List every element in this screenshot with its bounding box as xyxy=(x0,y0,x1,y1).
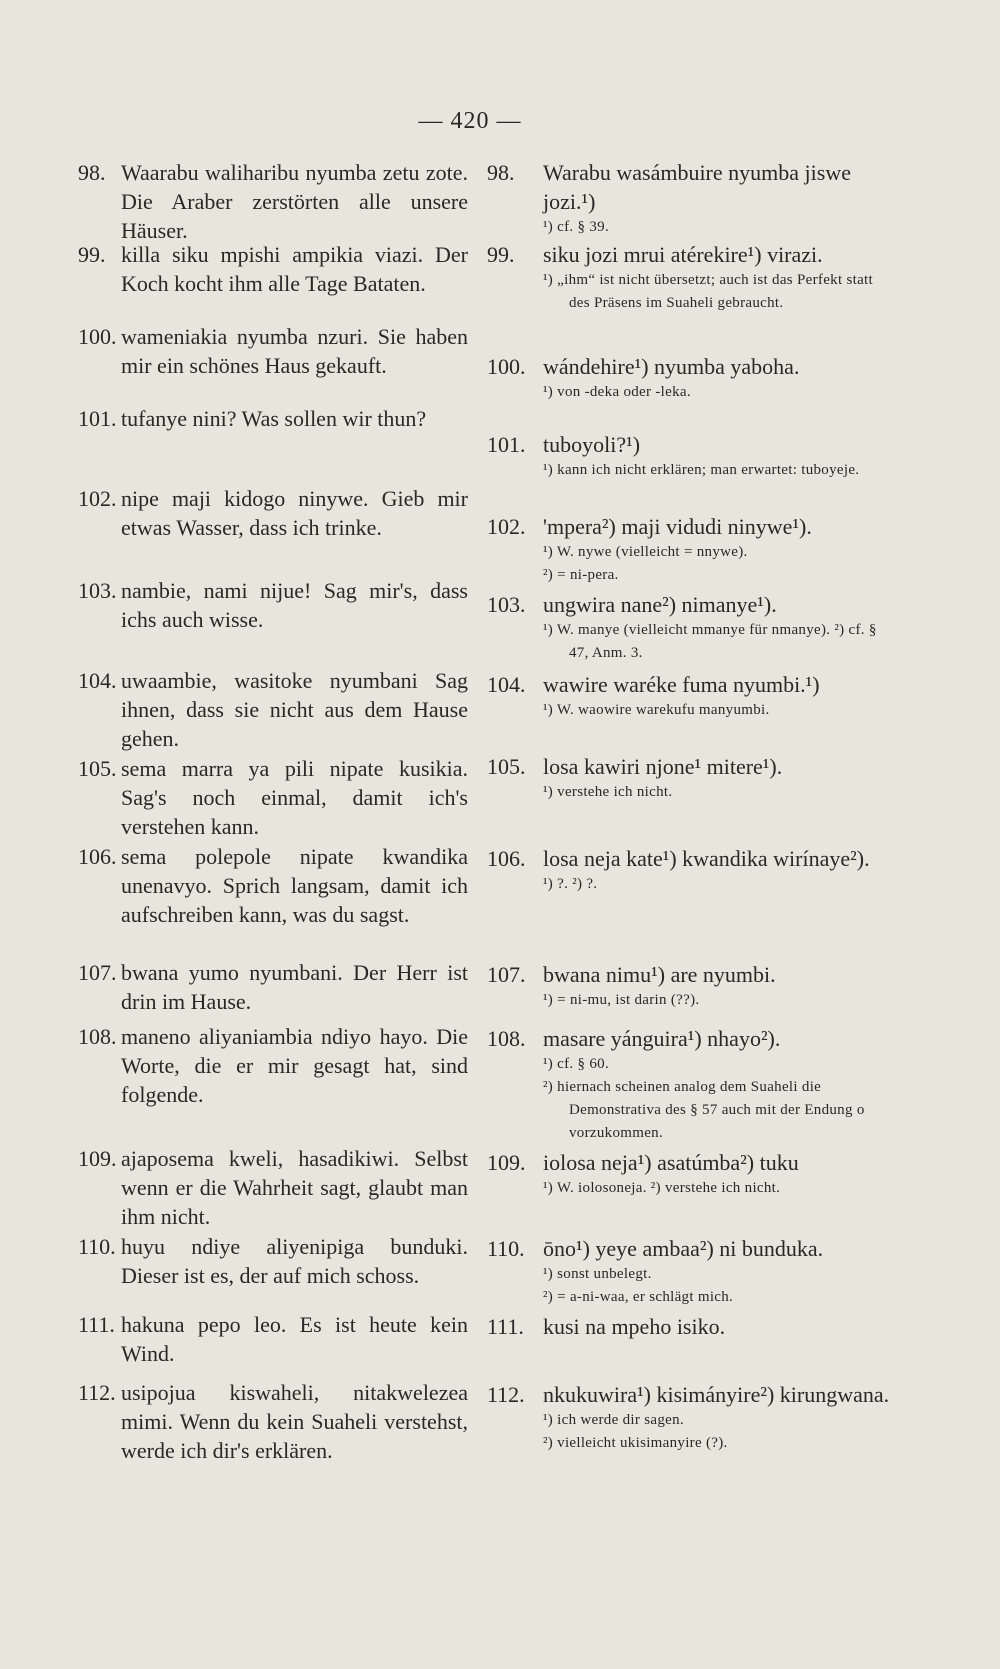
footnote: ¹) W. waowire warekufu manyumbi. xyxy=(543,702,770,718)
entry-number: 107. xyxy=(78,960,117,985)
left-entry-112 xyxy=(78,1378,468,1465)
entry-text: ajaposema kweli, hasadikiwi. Selbst wenn er die Wahrheit sagt, glaubt man ihm nicht. xyxy=(121,1146,468,1229)
right-entry-112 xyxy=(487,1380,897,1455)
entry-text: Waarabu waliharibu nyumba zetu zote. Die Araber zerstörten alle unsere Häuser. xyxy=(121,160,468,243)
left-entry-98 xyxy=(78,158,468,245)
swahili-text: wawire waréke fuma nyumbi.¹) xyxy=(543,672,820,697)
right-entry-102 xyxy=(487,512,897,587)
left-entry-111 xyxy=(78,1310,468,1368)
entry-text: sema marra ya pili nipate kusikia. Sag's noch einmal, damit ich's verstehen kann. xyxy=(121,756,468,839)
entry-number: 98. xyxy=(487,160,515,185)
left-entry-108 xyxy=(78,1022,468,1109)
right-entry-109 xyxy=(487,1148,897,1200)
entry-number: 106. xyxy=(78,844,117,869)
entry-number: 99. xyxy=(487,242,515,267)
entry-number: 102. xyxy=(487,514,526,539)
entry-number: 104. xyxy=(487,672,526,697)
left-entry-103 xyxy=(78,576,468,634)
swahili-text: 'mpera²) maji vidudi ninywe¹). xyxy=(543,514,812,539)
footnote: ¹) von -deka oder -leka. xyxy=(543,384,691,400)
swahili-text: masare yánguira¹) nhayo²). xyxy=(543,1026,781,1051)
entry-text: maneno aliyaniambia ndiyo hayo. Die Worte, die er mir gesagt hat, sind folgende. xyxy=(121,1024,468,1107)
right-entry-104 xyxy=(487,670,897,722)
entry-number: 109. xyxy=(487,1150,526,1175)
footnote: ¹) W. manye (vielleicht mmanye für nmanye). ²) cf. § 47, Anm. 3. xyxy=(543,622,877,661)
swahili-text: bwana nimu¹) are nyumbi. xyxy=(543,962,776,987)
entry-number: 109. xyxy=(78,1146,117,1171)
footnote: ¹) ich werde dir sagen. xyxy=(543,1412,684,1428)
entry-number: 104. xyxy=(78,668,117,693)
right-entry-105 xyxy=(487,752,897,804)
right-entry-103 xyxy=(487,590,897,665)
left-entry-104 xyxy=(78,666,468,753)
swahili-text: kusi na mpeho isiko. xyxy=(543,1314,726,1339)
entry-text: sema polepole nipate kwandika unenavyo. Sprich langsam, damit ich aufschreiben kann, was du sagst. xyxy=(121,844,468,927)
swahili-text: losa kawiri njone¹ mitere¹). xyxy=(543,754,783,779)
swahili-text: losa neja kate¹) kwandika wirínaye²). xyxy=(543,846,870,871)
left-entry-99 xyxy=(78,240,468,298)
swahili-text: Warabu wasámbuire nyumba jiswe jozi.¹) xyxy=(543,160,851,214)
entry-number: 98. xyxy=(78,160,106,185)
entry-text: tufanye nini? Was sollen wir thun? xyxy=(121,406,427,431)
footnote: ²) hiernach scheinen analog dem Suaheli die Demonstrativa des § 57 auch mit der Endung o vorzukommen. xyxy=(543,1079,865,1141)
right-entry-99 xyxy=(487,240,897,315)
entry-number: 108. xyxy=(78,1024,117,1049)
entry-text: usipojua kiswaheli, nitakwelezea mimi. Wenn du kein Suaheli verstehst, werde ich dir's erklären. xyxy=(121,1380,468,1463)
footnote: ¹) = ni-mu, ist darin (??). xyxy=(543,992,700,1008)
right-entry-106 xyxy=(487,844,897,896)
entry-text: nipe maji kidogo ninywe. Gieb mir etwas Wasser, dass ich trinke. xyxy=(121,486,468,540)
entry-number: 100. xyxy=(78,324,117,349)
footnote: ¹) kann ich nicht erklären; man erwartet: tuboyeje. xyxy=(543,462,860,478)
entry-number: 111. xyxy=(487,1314,524,1339)
right-entry-107 xyxy=(487,960,897,1012)
footnote: ²) = a-ni-waa, er schlägt mich. xyxy=(543,1289,734,1305)
footnote: ¹) W. nywe (vielleicht = nnywe). xyxy=(543,544,748,560)
entry-text: hakuna pepo leo. Es ist heute kein Wind. xyxy=(121,1312,468,1366)
entry-text: bwana yumo nyumbani. Der Herr ist drin im Hause. xyxy=(121,960,468,1014)
entry-number: 106. xyxy=(487,846,526,871)
left-entry-105 xyxy=(78,754,468,841)
swahili-text: ungwira nane²) nimanye¹). xyxy=(543,592,777,617)
footnote: ¹) „ihm“ ist nicht übersetzt; auch ist das Perfekt statt des Präsens im Suaheli gebraucht. xyxy=(543,272,873,311)
entry-text: wameniakia nyumba nzuri. Sie haben mir ein schönes Haus gekauft. xyxy=(121,324,468,378)
entry-text: killa siku mpishi ampikia viazi. Der Koch kocht ihm alle Tage Bataten. xyxy=(121,242,468,296)
right-entry-98 xyxy=(487,158,897,239)
swahili-text: siku jozi mrui atérekire¹) virazi. xyxy=(543,242,823,267)
entry-number: 108. xyxy=(487,1026,526,1051)
entry-number: 112. xyxy=(78,1380,116,1405)
entry-number: 101. xyxy=(78,406,117,431)
right-entry-111 xyxy=(487,1312,897,1341)
entry-number: 112. xyxy=(487,1382,525,1407)
footnote: ²) vielleicht ukisimanyire (?). xyxy=(543,1435,728,1451)
left-entry-106 xyxy=(78,842,468,929)
entry-number: 111. xyxy=(78,1312,115,1337)
footnote: ¹) cf. § 39. xyxy=(543,219,609,235)
right-entry-101 xyxy=(487,430,897,482)
entry-number: 105. xyxy=(487,754,526,779)
entry-number: 100. xyxy=(487,354,526,379)
right-entry-110 xyxy=(487,1234,897,1309)
left-entry-107 xyxy=(78,958,468,1016)
right-entry-100 xyxy=(487,352,897,404)
entry-number: 102. xyxy=(78,486,117,511)
footnote: ¹) ?. ²) ?. xyxy=(543,876,598,892)
entry-text: uwaambie, wasitoke nyumbani Sag ihnen, dass sie nicht aus dem Hause gehen. xyxy=(121,668,468,751)
entry-number: 103. xyxy=(78,578,117,603)
entry-number: 99. xyxy=(78,242,106,267)
footnote: ¹) sonst unbelegt. xyxy=(543,1266,652,1282)
page-number: — 420 — xyxy=(418,108,522,134)
entry-number: 103. xyxy=(487,592,526,617)
swahili-text: ōno¹) yeye ambaa²) ni bunduka. xyxy=(543,1236,824,1261)
footnote: ¹) cf. § 60. xyxy=(543,1056,609,1072)
entry-number: 107. xyxy=(487,962,526,987)
swahili-text: wándehire¹) nyumba yaboha. xyxy=(543,354,800,379)
left-entry-110 xyxy=(78,1232,468,1290)
swahili-text: iolosa neja¹) asatúmba²) tuku xyxy=(543,1150,799,1175)
entry-number: 110. xyxy=(487,1236,525,1261)
right-entry-108 xyxy=(487,1024,897,1145)
swahili-text: nkukuwira¹) kisimányire²) kirungwana. xyxy=(543,1382,890,1407)
entry-text: huyu ndiye aliyenipiga bunduki. Dieser ist es, der auf mich schoss. xyxy=(121,1234,468,1288)
entry-number: 105. xyxy=(78,756,117,781)
left-entry-102 xyxy=(78,484,468,542)
entry-number: 101. xyxy=(487,432,526,457)
left-entry-100 xyxy=(78,322,468,380)
left-entry-109 xyxy=(78,1144,468,1231)
footnote: ¹) verstehe ich nicht. xyxy=(543,784,673,800)
entry-number: 110. xyxy=(78,1234,116,1259)
entry-text: nambie, nami nijue! Sag mir's, dass ichs auch wisse. xyxy=(121,578,468,632)
footnote: ²) = ni-pera. xyxy=(543,567,619,583)
swahili-text: tuboyoli?¹) xyxy=(543,432,641,457)
footnote: ¹) W. iolosoneja. ²) verstehe ich nicht. xyxy=(543,1180,781,1196)
left-entry-101 xyxy=(78,404,426,433)
